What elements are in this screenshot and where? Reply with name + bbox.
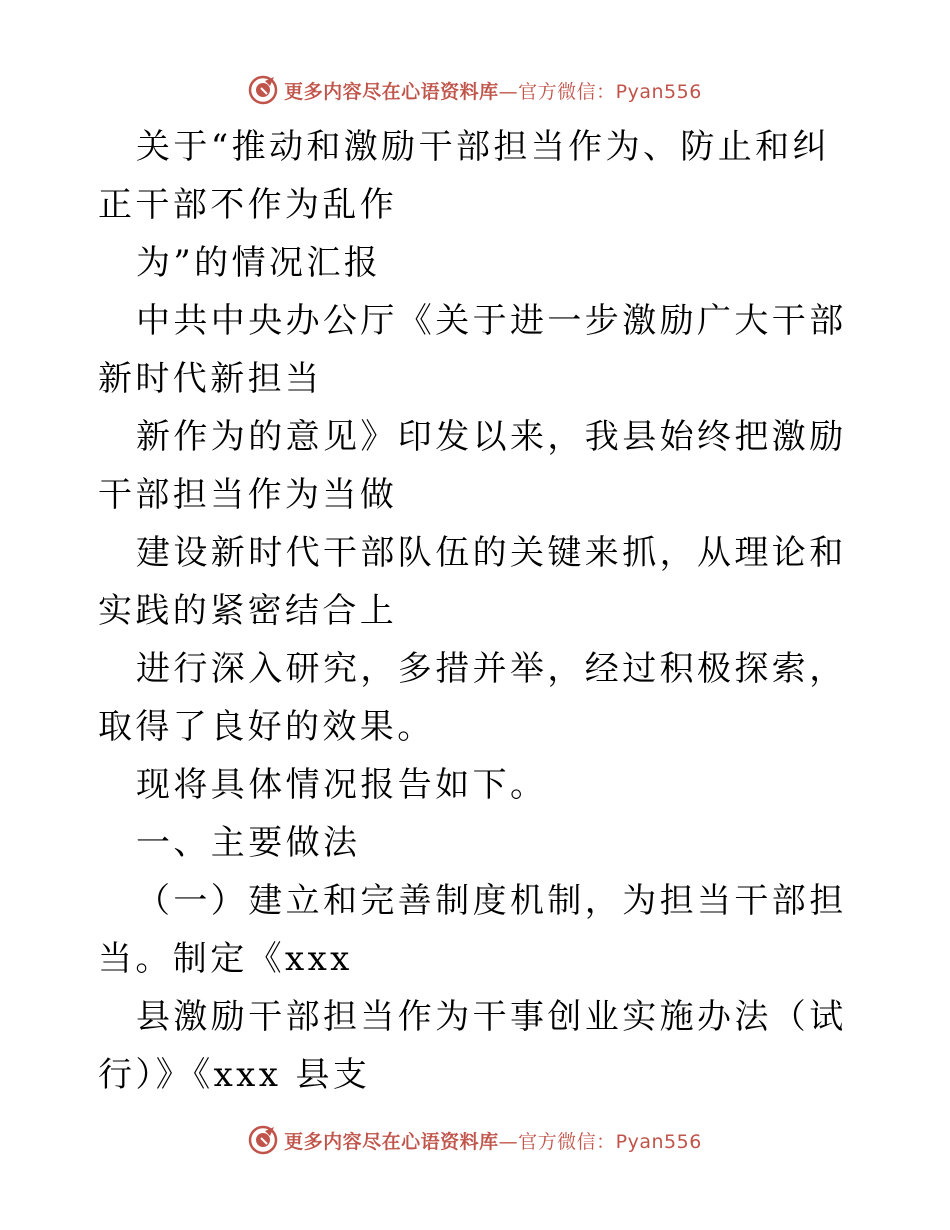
paragraph-text: 进行深入研究，多措并举，经过积极探索，取得了良好的效果。 xyxy=(98,649,847,747)
watermark-separator: — xyxy=(498,1130,519,1153)
document-body xyxy=(98,118,858,1104)
paragraph-text: 新作为的意见》印发以来，我县始终把激励干部担当作为当做 xyxy=(98,417,847,515)
paragraph-title-line1: 关于“推动和激励干部担当作为、防止和纠正干部不作为乱作 xyxy=(98,127,830,225)
section-heading: 一、主要做法 xyxy=(136,823,361,863)
paragraph-text: 中共中央办公厅《关于进一步激励广大干部新时代新担当 xyxy=(98,301,847,399)
watermark-text xyxy=(284,77,702,104)
watermark-separator: — xyxy=(498,80,519,103)
paragraph-text: 建设新时代干部队伍的关键来抓，从理论和实践的紧密结合上 xyxy=(98,533,847,631)
watermark-text xyxy=(284,1127,702,1154)
brand-logo-icon xyxy=(248,75,278,105)
subsection-heading: （一）建立和完善制度机制，为担当干部担当。制定《xxx xyxy=(98,881,847,979)
footer-watermark xyxy=(0,1120,950,1160)
paragraph-text: 现将具体情况报告如下。 xyxy=(136,765,548,805)
watermark-brand: 更多内容尽在心语资料库 xyxy=(284,80,499,103)
watermark-brand: 更多内容尽在心语资料库 xyxy=(284,1130,499,1153)
watermark-wechat: 官方微信：Pyan556 xyxy=(518,80,702,103)
header-watermark xyxy=(0,70,950,110)
brand-logo-icon xyxy=(248,1125,278,1155)
watermark-wechat: 官方微信：Pyan556 xyxy=(518,1130,702,1153)
paragraph-title-line2: 为”的情况汇报 xyxy=(136,243,382,283)
paragraph-text: 县激励干部担当作为干事创业实施办法（试行）》《xxx 县支 xyxy=(98,997,847,1095)
